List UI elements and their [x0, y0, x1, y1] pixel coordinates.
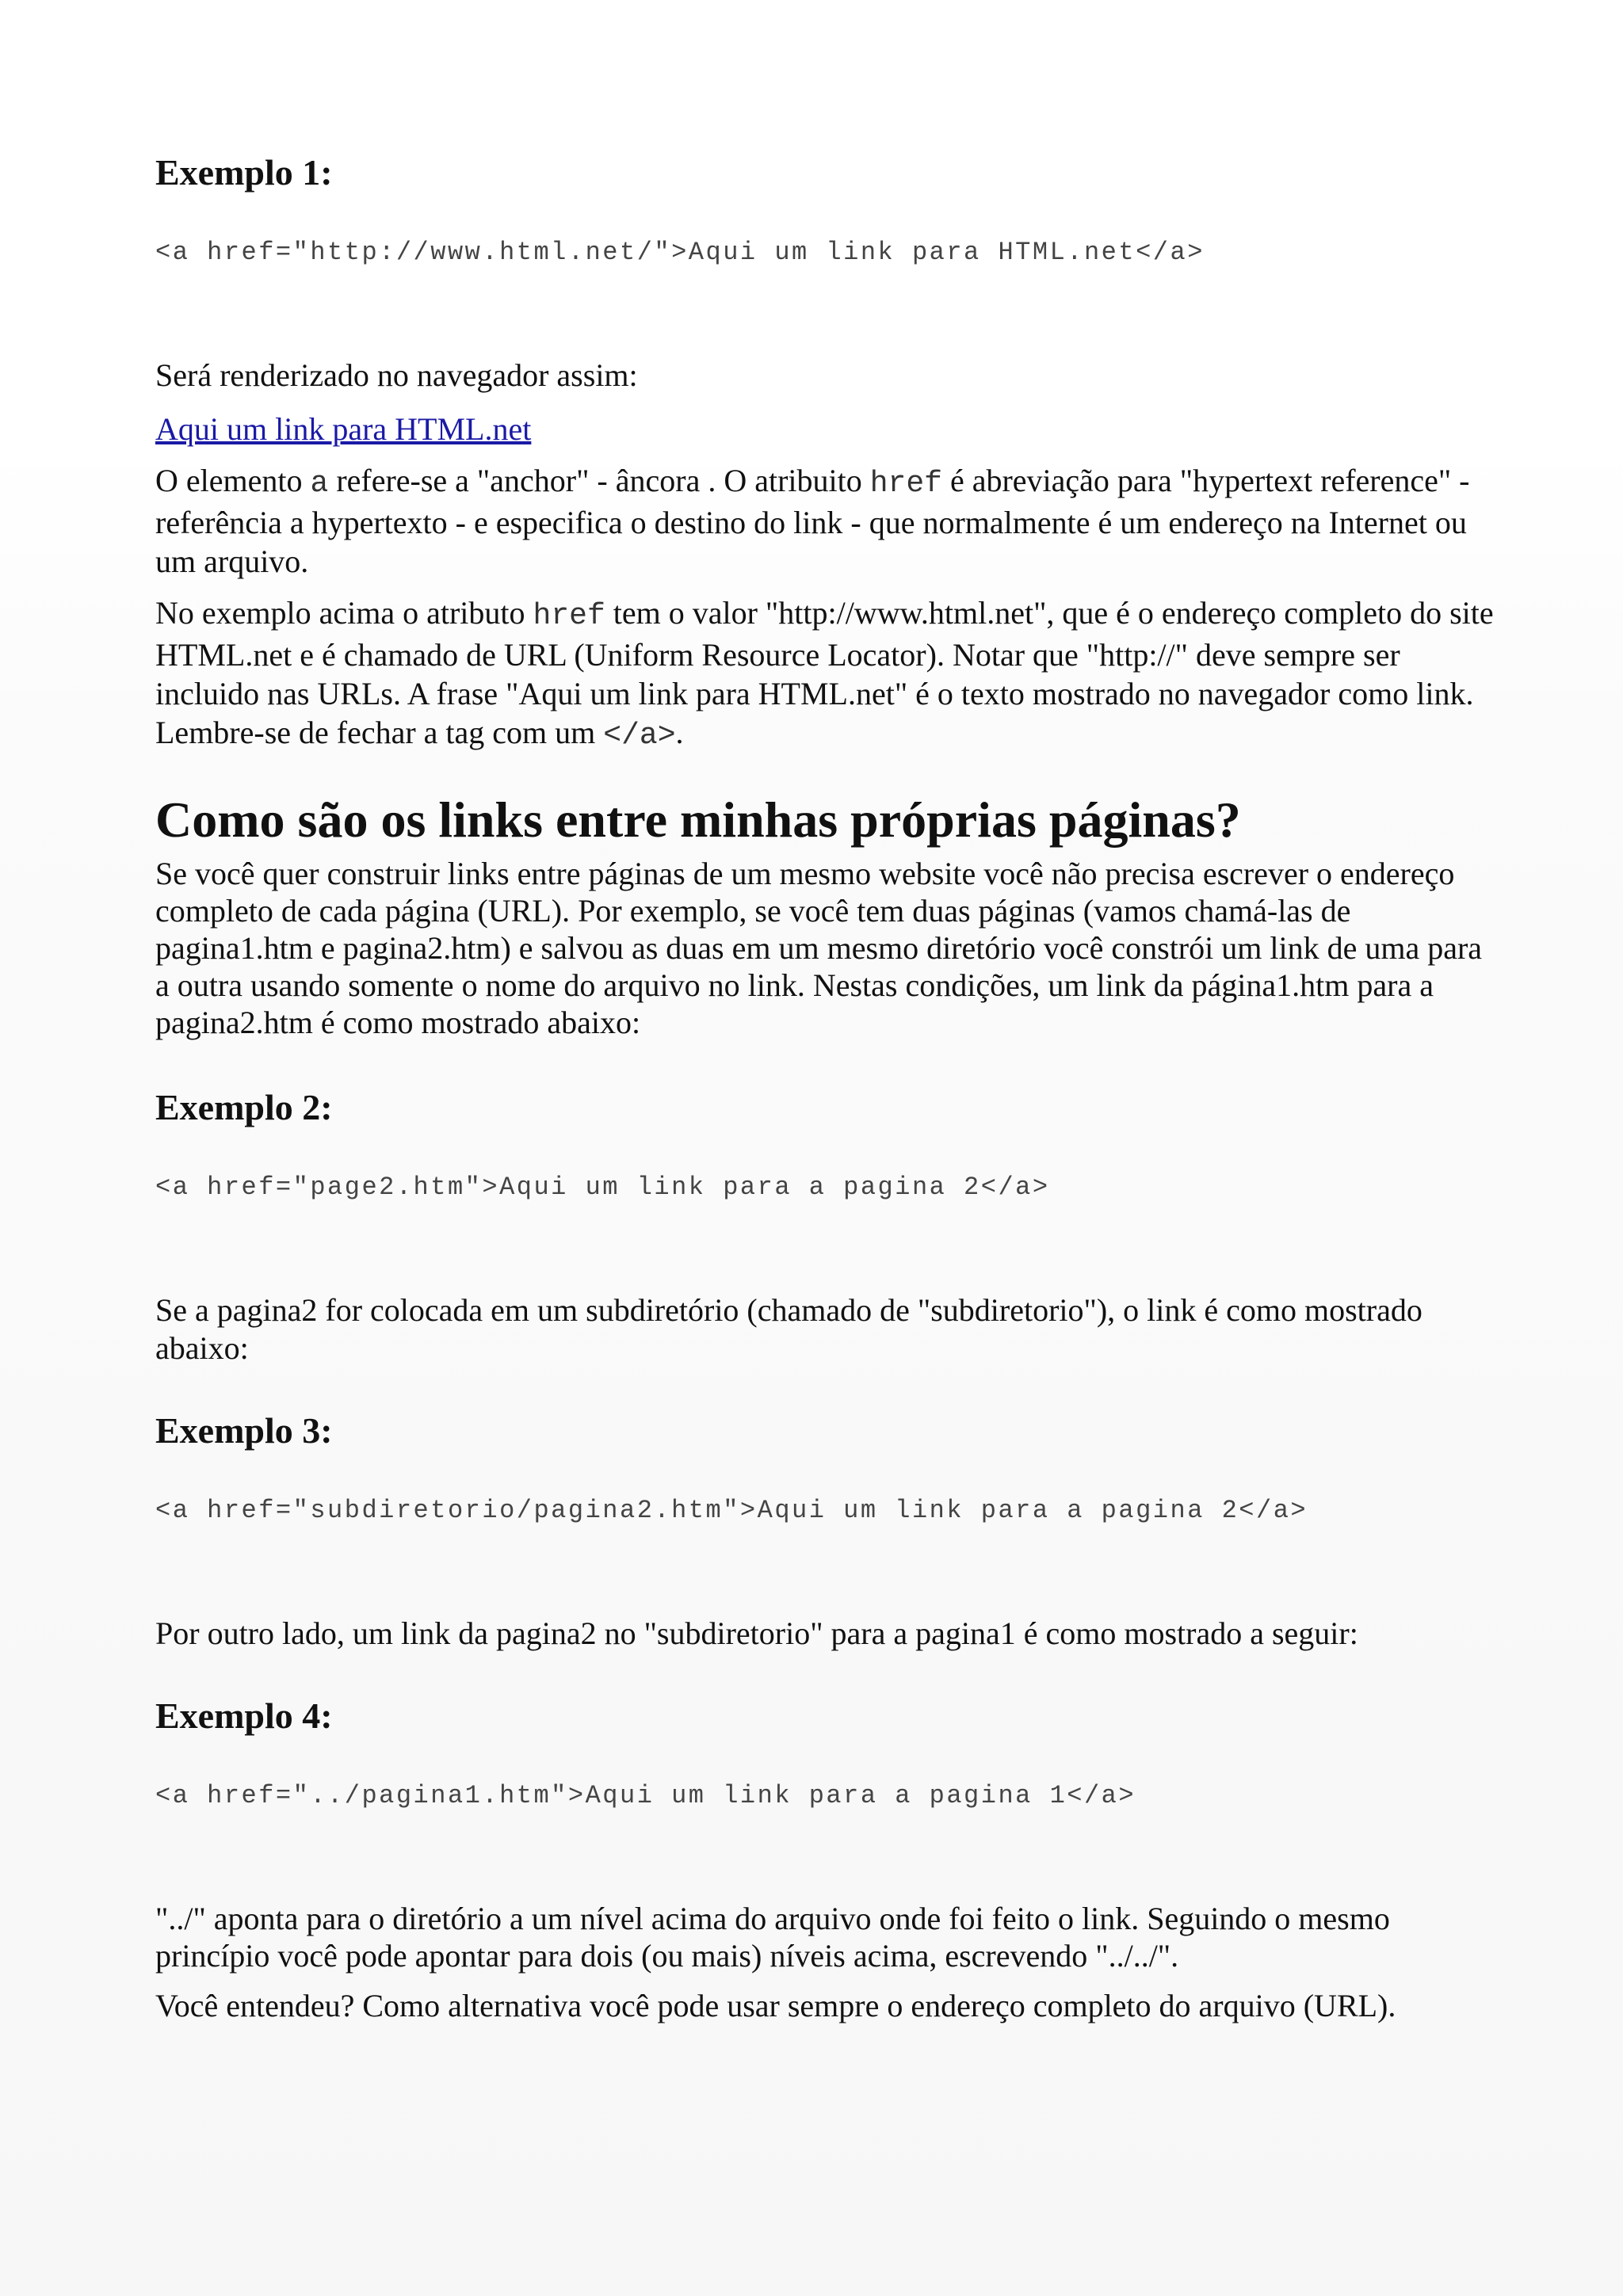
example-2-code: <a href="page2.htm">Aqui um link para a pagina 2</a> — [155, 1173, 1050, 1202]
example-1-code: <a href="http://www.html.net/">Aqui um link para HTML.net</a> — [155, 238, 1205, 267]
inline-code-close-tag: </a> — [603, 719, 676, 753]
up-directory-paragraph: "../" aponta para o diretório a um nível acima do arquivo onde foi feito o link. Seguindo o mesmo princípio você pode apontar para dois (ou mais) níveis acima, escrevendo "../../". — [155, 1901, 1390, 1974]
example-3-code: <a href="subdiretorio/pagina2.htm">Aqui um link para a pagina 2</a> — [155, 1496, 1308, 1525]
subdir-paragraph: Se a pagina2 for colocada em um subdiretório (chamado de "subdiretorio"), o link é como mostrado abaixo: — [155, 1292, 1423, 1366]
example-3-heading: Exemplo 3: — [155, 1410, 333, 1451]
inline-code-href-2: href — [533, 599, 605, 633]
final-paragraph: Você entendeu? Como alternativa você pode usar sempre o endereço completo do arquivo (URL). — [155, 1988, 1396, 2023]
document-content — [155, 151, 1495, 2025]
example-1-heading: Exemplo 1: — [155, 152, 333, 193]
example-explanation-paragraph: No exemplo acima o atributo href tem o valor "http://www.html.net", que é o endereço completo do site HTML.net e é chamado de URL (Uniform Resource Locator). Notar que "http://" deve sempre ser incluido nas URLs. A frase "Aqui um link para HTML.net" é o texto mostrado no navegador como link. Lembre-se de fechar a tag com um </a>. — [155, 595, 1494, 753]
example-4-heading: Exemplo 4: — [155, 1695, 333, 1736]
rendered-intro: Será renderizado no navegador assim: — [155, 357, 638, 393]
otherside-paragraph: Por outro lado, um link da pagina2 no "subdiretorio" para a pagina1 é como mostrado a seguir: — [155, 1615, 1358, 1651]
section-heading: Como são os links entre minhas próprias páginas? — [155, 791, 1241, 848]
section-intro-paragraph: Se você quer construir links entre páginas de um mesmo website você não precisa escrever o endereço completo de cada página (URL). Por exemplo, se você tem duas páginas (vamos chamá-las de pagina1.htm e pagina2.htm) e salvou as duas em um mesmo diretório você constrói um link de uma para a outra usando somente o nome do arquivo no link. Nestas condições, um link da página1.htm para a pagina2.htm é como mostrado abaixo: — [155, 856, 1483, 1040]
inline-code-a: a — [310, 467, 329, 501]
html-net-link[interactable]: Aqui um link para HTML.net — [155, 411, 532, 447]
anchor-paragraph: O elemento a refere-se a "anchor" - âncora . O atribuito href é abreviação para "hypertext reference" - referência a hypertexto - e especifica o destino do link - que normalmente é um endereço na Internet ou um arquivo. — [155, 463, 1470, 579]
example-4-code: <a href="../pagina1.htm">Aqui um link para a pagina 1</a> — [155, 1781, 1136, 1810]
example-2-heading: Exemplo 2: — [155, 1087, 333, 1127]
inline-code-href: href — [869, 467, 942, 501]
